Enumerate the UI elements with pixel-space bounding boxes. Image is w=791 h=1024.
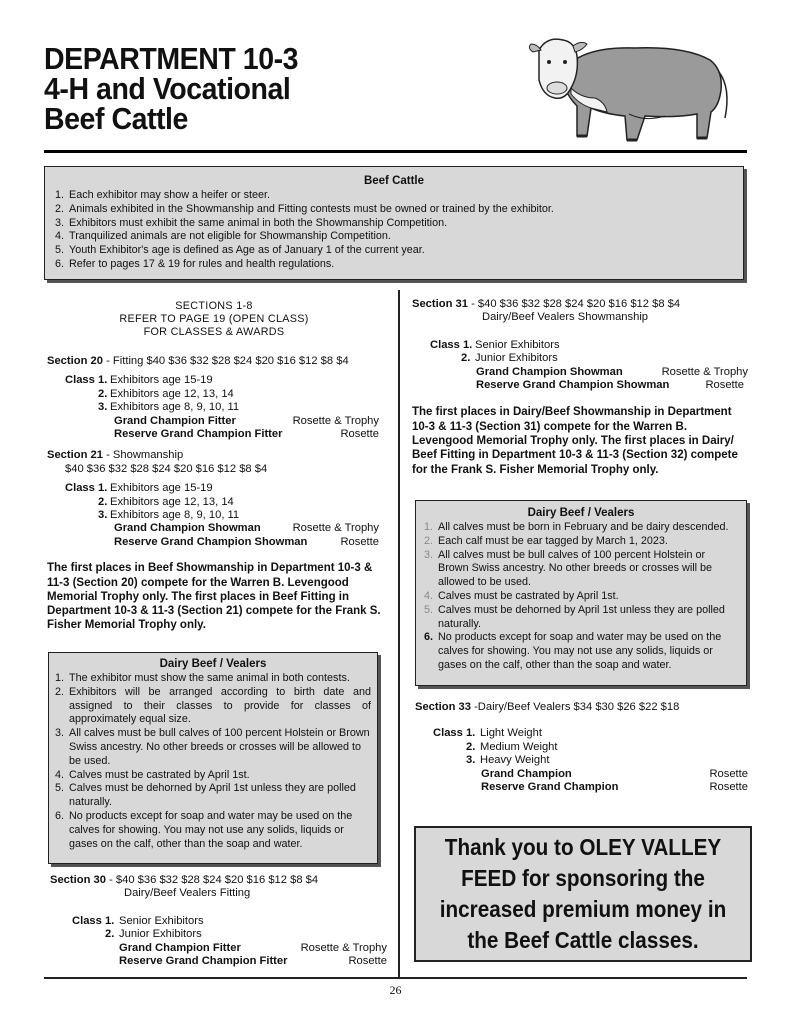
rules-list: [55, 189, 733, 272]
rules-box-title: Beef Cattle: [363, 175, 425, 187]
title-line-3: Beef Cattle: [44, 101, 188, 136]
award-row: Reserve Grand Champion Showman Rosette: [476, 379, 744, 392]
section-30-subtitle: Dairy/Beef Vealers Fitting: [124, 887, 251, 900]
sections-note: SECTIONS 1-8 REFER TO PAGE 19 (OPEN CLASS) FOR CLASSES & AWARDS: [119, 300, 309, 338]
award-row: Grand Champion Rosette: [481, 767, 748, 780]
list-item: 2. Animals exhibited in the Showmanship and Fitting contests must be owned or trained by the exhibitor.: [55, 202, 554, 215]
list-item: 4. Calves must be castrated by April 1st.: [55, 768, 250, 781]
list-item: 4. Tranquilized animals are not eligible for Showmanship Competition.: [55, 230, 391, 243]
dairy-box-title: Dairy Beef / Vealers: [527, 507, 635, 519]
list-item: 3. All calves must be bull calves of 100 percent Holstein or Brown Swiss ancestry. No other breeds or crosses will be allowed to be used.: [55, 727, 370, 767]
section-21-heading: Section 21 - Showmanship: [47, 449, 184, 462]
list-item: 2. Each calf must be ear tagged by March 1, 2023.: [424, 534, 668, 547]
dairy-box-title: Dairy Beef / Vealers: [159, 658, 267, 670]
list-item: 1. The exhibitor must show the same animal in both contests.: [55, 672, 350, 684]
list-item: 3. Exhibitors must exhibit the same animal in both the Showmanship Competition.: [55, 216, 448, 229]
left-column: SECTIONS 1-8 REFER TO PAGE 19 (OPEN CLASS) FOR CLASSES & AWARDS Section 20 - Fitting $40 $36 $32 $28 $24 $20 $16 $12 $8 $4 Class 1. Exhibitors age 15-19 2. Exhibitors age 12, 13, 14 3. Exhibitors age 8, 9, 10, 11 Grand Champion Fitter Rosette & Trophy Reserve Grand Champion Fitter Rosette Section 21 - Showmanship $40 $36 $32 $28 $24 $20 $16 $12 $8 $4 Class 1. Exhibitors age 15-19 2. Exhibitors age 12, 13, 14 3. Exhibitors age 8, 9, 10, 11 Grand Champion Showman Rosette & Trophy Reserve Grand Champion Showman Rosette The first places in Beef Showmanship in Department 10-3 & 11-3 (Section 20) compete for the Warren B. Levengood Memorial Trophy only. The first places in Beef Fitting in Department 10-3 & 11-3 (Section 21) compete for the Frank S. Fisher Memorial Trophy only.: [47, 300, 381, 632]
award-row: Grand Champion Showman Rosette & Trophy: [114, 522, 379, 535]
list-item: 5. Youth Exhibitor's age is defined as Age as of January 1 of the current year.: [55, 244, 425, 257]
list-item: 1. Each exhibitor may show a heifer or steer.: [55, 189, 271, 201]
footer-rule: [44, 977, 747, 979]
title-line-2: 4-H and Vocational: [44, 71, 291, 106]
list-item: 5. Calves must be dehorned by April 1st unless they are polled naturally.: [424, 603, 725, 630]
dairy-rules-list: [55, 672, 371, 851]
trophy-paragraph-right: The first places in Dairy/Beef Showmanship in Department 10-3 & 11-3 (Section 31) compete for the Warren B. Levengood Memorial Trophy only. The first places in Dairy/ Beef Fitting in Department 10-3 & 11-3 (Section 32) compete for the Frank S. Fisher Memorial Trophy only.: [412, 406, 738, 476]
award-row: Grand Champion Showman Rosette & Trophy: [476, 365, 748, 378]
dairy-beef-box-left: [48, 652, 378, 864]
list-item: 4. Calves must be castrated by April 1st.: [424, 589, 619, 602]
page-number: 26: [389, 983, 402, 997]
sponsor-box: [414, 826, 752, 962]
list-item: 3. All calves must be bull calves of 100 percent Holstein or Brown Swiss ancestry. No other breeds or crosses will be allowed to be used.: [424, 548, 713, 589]
column-divider: [398, 290, 400, 978]
section-33-heading: Section 33 -Dairy/Beef Vealers $34 $30 $26 $22 $18: [415, 701, 680, 713]
list-item: 6. No products except for soap and water may be used on the calves for showing. You may not use any solids, liquids or gases on the calf, other than the soap and water.: [55, 809, 353, 850]
section-33: Section 33 -Dairy/Beef Vealers $34 $30 $26 $22 $18 Class 1. Light Weight 2. Medium Weight 3. Heavy Weight Grand Champion Rosette Reserve Grand Champion Rosette: [415, 701, 748, 794]
section-30-heading: Section 30 - $40 $36 $32 $28 $24 $20 $16 $12 $8 $4: [50, 874, 319, 886]
section-30: Section 30 - $40 $36 $32 $28 $24 $20 $16 $12 $8 $4 Dairy/Beef Vealers Fitting Class 1. Senior Exhibitors 2. Junior Exhibitors Grand Champion Fitter Rosette & Trophy Reserve Grand Champion Fitter Rosette: [50, 874, 387, 968]
award-row: Reserve Grand Champion Fitter Rosette: [114, 428, 379, 441]
award-row: Grand Champion Fitter Rosette & Trophy: [114, 414, 379, 427]
dairy-rules-list: [424, 521, 738, 673]
right-column: Section 31 - $40 $36 $32 $28 $24 $20 $16 $12 $8 $4 Dairy/Beef Vealers Showmanship Class 1. Senior Exhibitors 2. Junior Exhibitors Grand Champion Showman Rosette & Trophy Reserve Grand Champion Showman Rosette The first places in Dairy/Beef Showmanship in Department 10-3 & 11-3 (Section 31) compete for the Warren B. Levengood Memorial Trophy only. The first places in Dairy/ Beef Fitting in Department 10-3 & 11-3 (Section 32) compete for the Frank S. Fisher Memorial Trophy only.: [412, 298, 748, 476]
award-row: Reserve Grand Champion Rosette: [481, 781, 748, 794]
award-row: Reserve Grand Champion Showman Rosette: [114, 535, 379, 548]
header-rule: [44, 150, 747, 153]
title-line-1: DEPARTMENT 10-3: [44, 41, 299, 76]
page-title: [44, 41, 299, 136]
list-item: 6. No products except for soap and water may be used on the calves for showing. You may not use any solids, liquids or gases on the calf, other than the soap and water.: [424, 631, 722, 671]
section-31-subtitle: Dairy/Beef Vealers Showmanship: [482, 311, 649, 324]
list-item: 1. All calves must be born in February and be dairy descended.: [424, 521, 729, 533]
list-item: 2. Exhibitors will be arranged according to birth date and assigned to their classes to provide for classes of approximately equal size.: [55, 685, 371, 726]
list-item: 5. Calves must be dehorned by April 1st unless they are polled naturally.: [55, 782, 356, 809]
beef-cattle-rules-box: [44, 166, 744, 280]
dairy-beef-box-right: [415, 500, 747, 686]
section-20-heading: Section 20 - Fitting $40 $36 $32 $28 $24 $20 $16 $12 $8 $4: [47, 355, 349, 367]
section-21-prices: $40 $36 $32 $28 $24 $20 $16 $12 $8 $4: [65, 462, 268, 475]
list-item: 6. Refer to pages 17 & 19 for rules and health regulations.: [55, 257, 335, 270]
award-row: Reserve Grand Champion Fitter Rosette: [119, 955, 387, 968]
sponsor-text: Thank you to OLEY VALLEY FEED for sponsoring the increased premium money in the Beef Cattle classes.: [439, 834, 727, 953]
award-row: Grand Champion Fitter Rosette & Trophy: [119, 941, 387, 954]
cow-illustration-icon: [525, 28, 735, 146]
section-31-heading: Section 31 - $40 $36 $32 $28 $24 $20 $16 $12 $8 $4: [412, 298, 681, 310]
trophy-paragraph: The first places in Beef Showmanship in Department 10-3 & 11-3 (Section 20) compete for the Warren B. Levengood Memorial Trophy only. The first places in Beef Fitting in Department 10-3 & 11-3 (Section 21) compete for the Frank S. Fisher Memorial Trophy only.: [47, 562, 381, 632]
